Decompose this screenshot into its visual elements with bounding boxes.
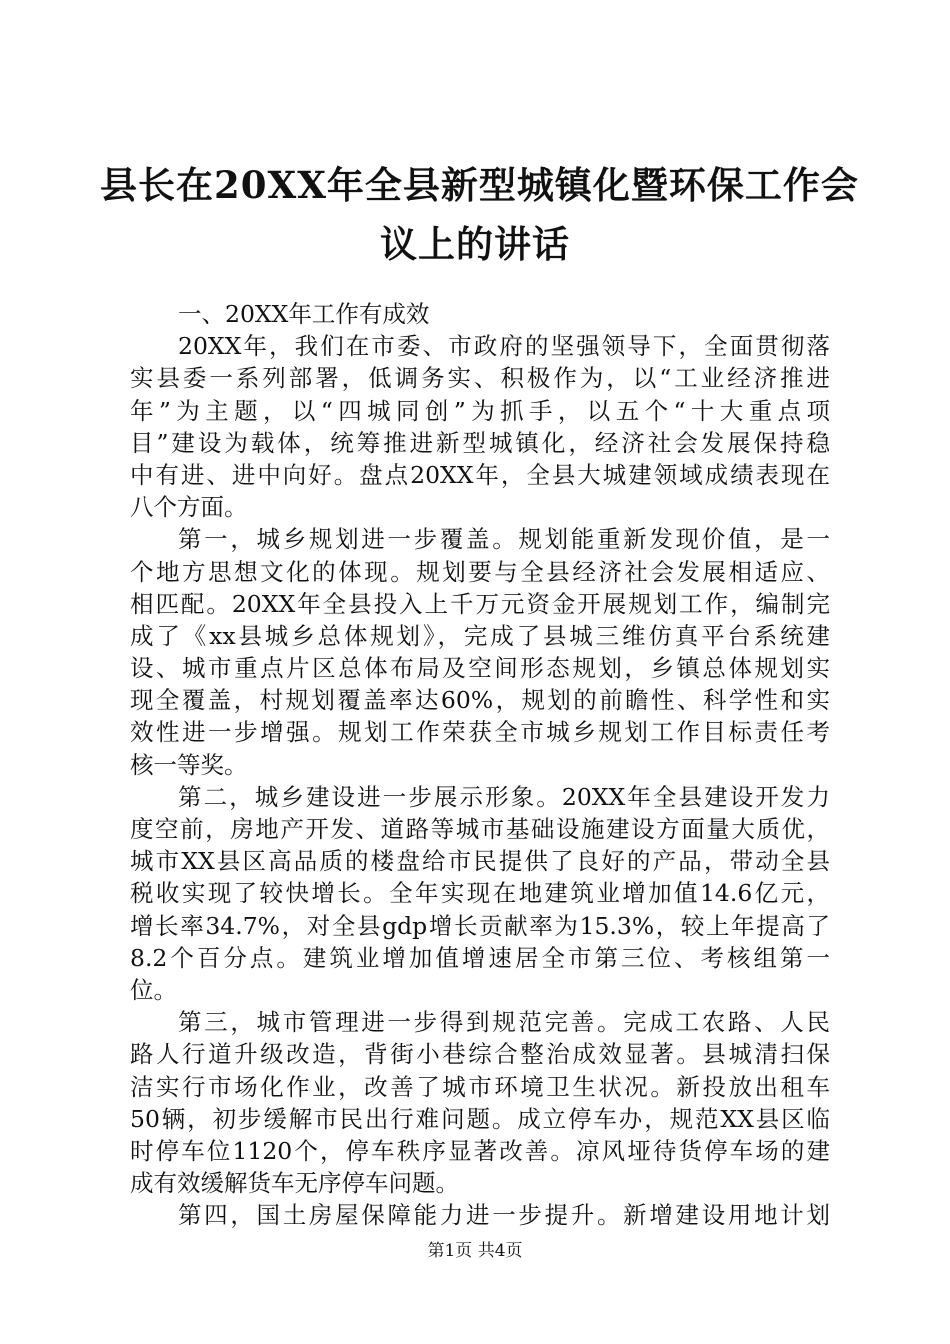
- document-title-line-2: 议上的讲话: [380, 222, 570, 266]
- body-line: 年”为主题，以“四城同创”为抓手，以五个“十大重点项: [130, 396, 830, 425]
- body-line: 时停车位1120个，停车秩序显著改善。凉风垭待货停车场的建: [130, 1136, 830, 1165]
- body-line: 第三，城市管理进一步得到规范完善。完成工农路、人民: [178, 1008, 830, 1037]
- body-line: 城市XX县区高品质的楼盘给市民提供了良好的产品，带动全县: [130, 847, 830, 876]
- body-line: 位。: [130, 975, 177, 1004]
- body-line: 实县委一系列部署，低调务实、积极作为，以“工业经济推进: [130, 364, 830, 393]
- body-line: 税收实现了较快增长。全年实现在地建筑业增加值14.6亿元，: [130, 879, 830, 908]
- body-line: 核一等奖。: [130, 750, 248, 779]
- body-line: 目”建设为载体，统筹推进新型城镇化，经济社会发展保持稳: [130, 428, 830, 457]
- body-line: 20XX年，我们在市委、市政府的坚强领导下，全面贯彻落: [178, 332, 830, 361]
- body-line: 第一，城乡规划进一步覆盖。规划能重新发现价值，是一: [178, 525, 830, 554]
- body-line: 个地方思想文化的体现。规划要与全县经济社会发展相适应、: [130, 557, 830, 586]
- body-line: 设、城市重点片区总体布局及空间形态规划，乡镇总体规划实: [130, 654, 830, 683]
- body-line: 增长率34.7%，对全县gdp增长贡献率为15.3%，较上年提高了: [130, 911, 830, 940]
- body-line: 效性进一步增强。规划工作荣获全市城乡规划工作目标责任考: [130, 718, 830, 747]
- body-line: 中有进、进中向好。盘点20XX年，全县大城建领域成绩表现在: [130, 460, 830, 489]
- body-line: 第四，国土房屋保障能力进一步提升。新增建设用地计划: [178, 1201, 830, 1230]
- body-line: 路人行道升级改造，背街小巷综合整治成效显著。县城清扫保: [130, 1040, 830, 1069]
- body-line: 八个方面。: [130, 493, 248, 522]
- body-line: 度空前，房地产开发、道路等城市基础设施建设方面量大质优，: [130, 815, 830, 843]
- body-line: 成了《xx县城乡总体规划》，完成了县城三维仿真平台系统建: [130, 621, 830, 650]
- body-line: 成有效缓解货车无序停车问题。: [130, 1169, 459, 1198]
- body-line: 第二，城乡建设进一步展示形象。20XX年全县建设开发力: [178, 782, 830, 811]
- body-line: 现全覆盖，村规划覆盖率达60%，规划的前瞻性、科学性和实: [130, 686, 830, 715]
- body-line: 50辆，初步缓解市民出行难问题。成立停车办，规范XX县区临: [130, 1104, 830, 1133]
- document-title-line-1: 县长在20XX年全县新型城镇化暨环保工作会: [100, 163, 859, 207]
- body-line: 洁实行市场化作业，改善了城市环境卫生状况。新投放出租车: [130, 1072, 830, 1101]
- body-line: 8.2个百分点。建筑业增加值增速居全市第三位、考核组第一: [130, 943, 830, 972]
- document-body: [130, 298, 830, 1231]
- section-heading: 一、20XX年工作有成效: [178, 300, 430, 328]
- page-number-footer: 第1页 共4页: [427, 1241, 523, 1261]
- body-line: 相匹配。20XX年全县投入上千万元资金开展规划工作，编制完: [130, 589, 830, 618]
